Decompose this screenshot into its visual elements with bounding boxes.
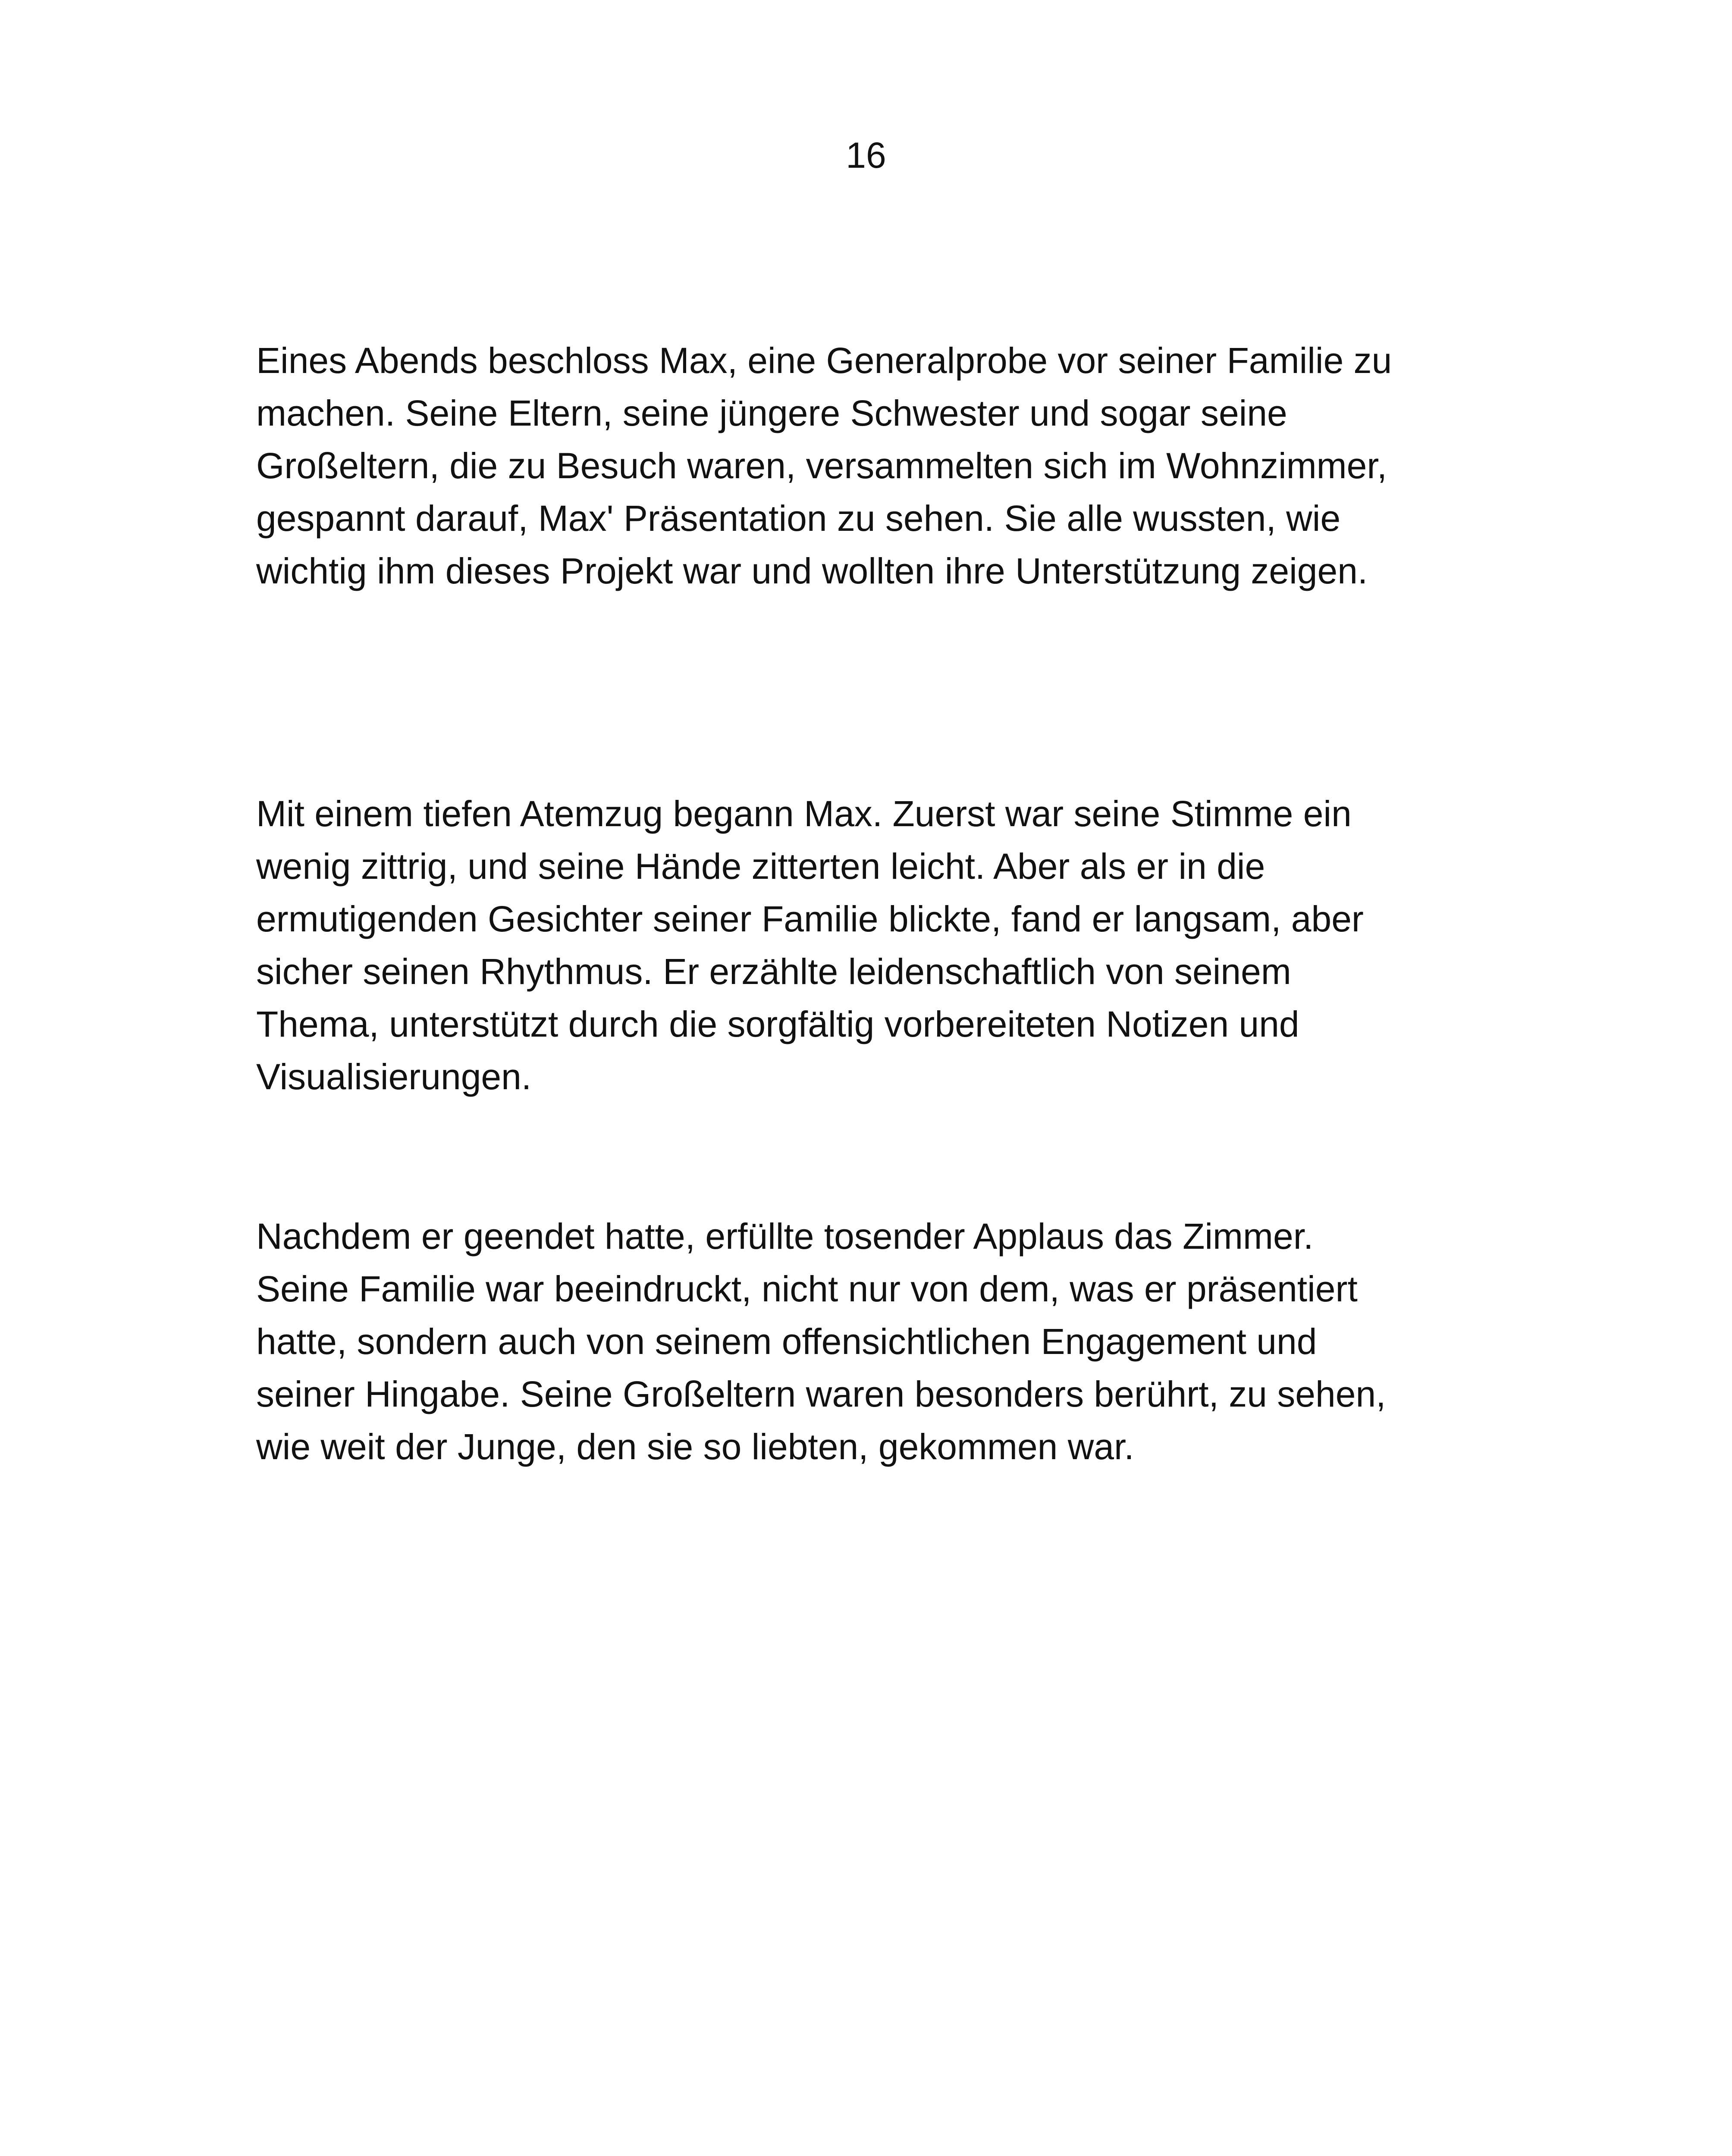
page-number: 16: [846, 135, 886, 175]
paragraph-family-rehearsal: Eines Abends beschloss Max, eine Generalprobe vor seiner Familie zu machen. Seine Eltern, seine jüngere Schwester und sogar seine Großeltern, die zu Besuch waren, versammelten sich im Wohnzimmer, gespannt darauf, Max' Präsentation zu sehen. Sie alle wussten, wie wichtig ihm dieses Projekt war und wollten ihre Unterstützung zeigen.: [256, 340, 1392, 591]
paragraph-applause: Nachdem er geendet hatte, erfüllte tosender Applaus das Zimmer. Seine Familie war beeindruckt, nicht nur von dem, was er präsentiert hatte, sondern auch von seinem offensichtlichen Engagement und seiner Hingabe. Seine Großeltern waren besonders berührt, zu sehen, wie weit der Junge, den sie so liebten, gekommen war.: [256, 1216, 1386, 1467]
paragraph-presentation-start: Mit einem tiefen Atemzug begann Max. Zuerst war seine Stimme ein wenig zittrig, und seine Hände zitterten leicht. Aber als er in die ermutigenden Gesichter seiner Familie blickte, fand er langsam, aber sicher seinen Rhythmus. Er erzählte leidenschaftlich von seinem Thema, unterstützt durch die sorgfältig vorbereiteten Notizen und Visualisierungen.: [256, 793, 1364, 1097]
